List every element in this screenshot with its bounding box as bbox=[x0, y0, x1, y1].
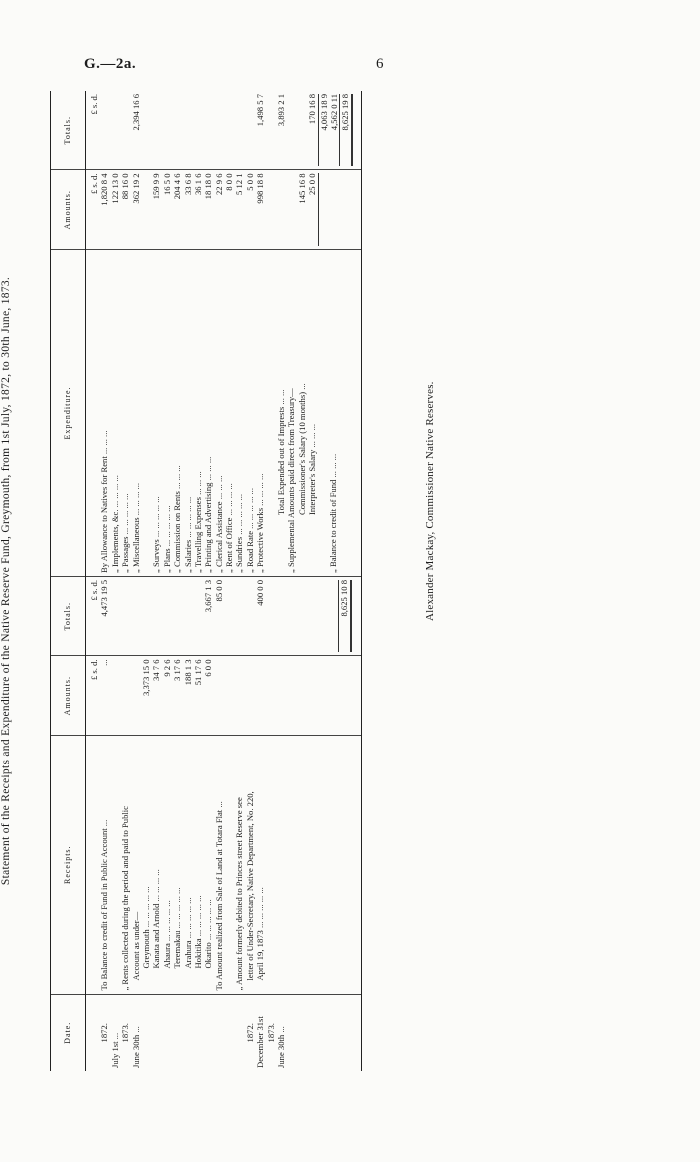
receipt-total: 400 0 0 bbox=[255, 579, 266, 606]
expenditure-line: „ Road Rate ... ... ... ... ... bbox=[244, 488, 255, 573]
page-number: 6 bbox=[376, 56, 384, 72]
receipt-line: Greymouth ... ... ... ... ... bbox=[140, 886, 151, 969]
expenditure-amount: 122 13 0 bbox=[109, 173, 120, 204]
expenditure-total bbox=[120, 94, 130, 167]
expenditure-total bbox=[266, 94, 276, 167]
expenditure-line: „ Sundries ... ... ... ... ... bbox=[234, 493, 245, 573]
date-entry bbox=[162, 998, 172, 1068]
expenditure-line bbox=[266, 253, 276, 573]
expenditure-amount: 998 18 8 bbox=[255, 173, 266, 204]
expenditure-amount: 22 9 6 bbox=[213, 173, 224, 195]
date-entry: 1873. bbox=[120, 1023, 131, 1043]
signature: Alexander Mackay, Commissioner Native Reserves. bbox=[424, 381, 436, 621]
expenditure-line: „ Salaries ... ... ... ... ... bbox=[182, 496, 193, 573]
expenditure-total bbox=[214, 94, 224, 167]
receipt-total bbox=[131, 580, 141, 652]
expenditure-total bbox=[224, 94, 234, 167]
expenditure-line: „ Miscellaneous ... ... ... ... bbox=[130, 483, 141, 573]
expenditure-total: 2,394 16 6 bbox=[130, 94, 141, 131]
receipt-total bbox=[193, 580, 203, 652]
receipt-amount bbox=[110, 659, 120, 731]
receipt-amount: 6 0 0 bbox=[203, 659, 214, 677]
expenditure-line bbox=[141, 253, 151, 573]
receipts-cell bbox=[86, 735, 355, 994]
expenditure-total: 170 16 8 bbox=[307, 94, 318, 125]
expenditure-grand-total: 8,625 19 8 bbox=[339, 94, 352, 167]
expenditure-line: „ Travelling Expenses ... ... ... bbox=[192, 471, 203, 573]
receipt-amounts-cell bbox=[86, 656, 355, 735]
table-body-row bbox=[86, 91, 355, 1071]
expenditure-line: „ Protective Works ... ... ... ... bbox=[255, 473, 266, 573]
expenditure-line: „ Clerical Assistance ... ... ... bbox=[213, 475, 224, 573]
currency-label: £ s. d. bbox=[89, 94, 99, 115]
receipt-total bbox=[162, 580, 172, 652]
expenditure-total bbox=[286, 94, 296, 167]
expenditure-amount: 5 12 1 bbox=[234, 173, 245, 195]
receipt-total bbox=[224, 580, 234, 652]
date-entry: June 30th ... bbox=[130, 1026, 141, 1068]
expenditure-amount: 1,820 8 4 bbox=[99, 173, 110, 206]
expenditure-total: 3,893 2 1 bbox=[276, 94, 287, 127]
expenditure-line bbox=[318, 253, 328, 573]
receipt-total bbox=[234, 580, 244, 652]
expenditure-total bbox=[203, 94, 213, 167]
expenditure-total bbox=[245, 94, 255, 167]
receipt-amount: 3,373 15 0 bbox=[140, 659, 151, 696]
expenditure-amount: 16 5 0 bbox=[161, 173, 172, 195]
receipt-line: „ Rents collected during the period and paid to Public bbox=[120, 806, 131, 991]
receipt-line bbox=[110, 739, 120, 991]
table-header-row bbox=[51, 91, 86, 1071]
receipt-line: Arahura ... ... ... ... ... bbox=[182, 897, 193, 969]
date-entry: July 1st ... bbox=[109, 1032, 120, 1068]
currency-label: £ s. d. bbox=[89, 659, 99, 681]
currency-label: £ s. d. bbox=[89, 579, 99, 601]
receipt-line: Teremakau ... ... ... ... ... bbox=[172, 887, 183, 969]
expenditure-line: „ Supplemental Amounts paid direct from Treasury— bbox=[286, 388, 297, 573]
expenditure-amount: 25 0 0 bbox=[307, 173, 318, 195]
expenditure-total: 1,498 5 7 bbox=[255, 94, 266, 127]
receipt-line bbox=[224, 739, 234, 991]
receipt-line: Kanata and Arnold ... ... ... ... bbox=[151, 869, 162, 969]
expenditure-amounts-cell bbox=[86, 170, 355, 249]
receipt-amount: 34 7 6 bbox=[151, 659, 162, 681]
expenditure-amount bbox=[266, 174, 276, 246]
receipt-line: „ Amount formerly debited to Princes street Reserve see bbox=[234, 797, 245, 991]
expenditure-total bbox=[151, 94, 161, 167]
receipt-amount bbox=[234, 659, 244, 731]
expenditure-total bbox=[99, 94, 109, 167]
date-entry bbox=[203, 998, 213, 1068]
col-expenditure-header: Expenditure. bbox=[51, 249, 86, 576]
expenditure-amount: 204 4 6 bbox=[172, 173, 183, 200]
receipt-line: Ahaura ... ... ... ... ... bbox=[161, 900, 172, 969]
expenditure-amount: 5 0 0 bbox=[244, 173, 255, 191]
expenditure-line: By Allowance to Natives for Rent ... ... ... bbox=[99, 430, 110, 573]
expenditure-total: 4,562 0 11 bbox=[328, 94, 339, 131]
date-entry bbox=[193, 998, 203, 1068]
expenditure-amount bbox=[276, 174, 286, 246]
expenditure-amount: 88 16 0 bbox=[120, 173, 131, 200]
expenditure-line: „ Rent of Office ... ... ... ... bbox=[224, 483, 235, 573]
rotated-statement bbox=[0, 81, 480, 1081]
expenditure-amount bbox=[286, 174, 296, 246]
col-receipts-header: Receipts. bbox=[51, 735, 86, 994]
receipt-amount bbox=[245, 659, 255, 731]
receipt-amount bbox=[224, 659, 234, 731]
date-entry: 1872. bbox=[99, 1023, 110, 1043]
table-bottom-rule bbox=[355, 91, 362, 1071]
receipt-amount: 9 2 6 bbox=[161, 659, 172, 677]
receipt-total: 4,473 19 5 bbox=[99, 579, 110, 617]
receipt-line: To Balance to credit of Fund in Public Account ... bbox=[99, 819, 110, 991]
receipt-amount bbox=[131, 659, 141, 731]
date-entry: June 30th ... bbox=[276, 1026, 287, 1068]
date-entry bbox=[183, 998, 193, 1068]
expenditure-amount: 8 0 0 bbox=[224, 173, 235, 191]
expenditure-line: „ Passages ... ... ... ... ... bbox=[120, 493, 131, 573]
col-expenditure-totals-header: Totals. bbox=[51, 91, 86, 170]
receipt-totals-cell bbox=[86, 576, 355, 655]
receipt-line: Okarito ... ... ... ... ... bbox=[203, 899, 214, 969]
expenditure-amount: 362 19 2 bbox=[130, 173, 141, 204]
date-cell bbox=[86, 994, 355, 1071]
expenditure-total bbox=[183, 94, 193, 167]
expenditure-amount bbox=[329, 174, 339, 246]
expenditure-total bbox=[297, 94, 307, 167]
receipt-total bbox=[183, 580, 193, 652]
receipt-total: 3,667 1 3 bbox=[203, 579, 214, 613]
expenditure-total bbox=[234, 94, 244, 167]
expenditure-line: Total Expended out of Imprests ... ... bbox=[276, 389, 287, 515]
receipt-line: Account as under— bbox=[130, 911, 141, 981]
expenditure-cell bbox=[86, 249, 355, 576]
date-entry bbox=[234, 998, 244, 1068]
statement-table bbox=[50, 91, 362, 1071]
receipt-total bbox=[151, 580, 161, 652]
receipt-line: April 19, 1873 ... ... ... ... ... bbox=[255, 887, 266, 981]
receipt-total bbox=[172, 580, 182, 652]
expenditure-total bbox=[193, 94, 203, 167]
receipt-amount bbox=[214, 659, 224, 731]
col-date-header: Date. bbox=[51, 994, 86, 1071]
date-entry bbox=[172, 998, 182, 1068]
expenditure-line: „ Commission on Rents ... ... ... bbox=[172, 465, 183, 573]
expenditure-amount: 33 6 8 bbox=[182, 173, 193, 195]
col-expenditure-amounts-header: Amounts. bbox=[51, 170, 86, 249]
expenditure-line: „ Balance to credit of Fund ... ... ... bbox=[327, 453, 338, 573]
receipt-amount: 188 1 3 bbox=[182, 659, 193, 686]
expenditure-total bbox=[141, 94, 151, 167]
expenditure-line: Commissioner's Salary (10 months) ... bbox=[296, 383, 307, 515]
receipt-amount: 51 17 6 bbox=[192, 659, 203, 686]
receipt-amount bbox=[120, 659, 130, 731]
date-entry bbox=[151, 998, 161, 1068]
expenditure-amount: 18 18 0 bbox=[203, 173, 214, 200]
receipt-amount bbox=[255, 659, 265, 731]
date-entry bbox=[214, 998, 224, 1068]
expenditure-total bbox=[110, 94, 120, 167]
expenditure-total bbox=[172, 94, 182, 167]
statement-title: Statement of the Receipts and Expenditure of the Native Reserve Fund, Greymouth, from 1st July, 1872, to 30th June, 1873. bbox=[0, 276, 12, 886]
date-entry: December 31st bbox=[255, 1016, 266, 1068]
receipt-total: 85 0 0 bbox=[213, 579, 224, 602]
expenditure-line: Interpreter's Salary ... ... ... bbox=[307, 423, 318, 515]
receipt-amount: 3 17 6 bbox=[172, 659, 183, 681]
date-entry bbox=[224, 998, 234, 1068]
col-receipt-totals-header: Totals. bbox=[51, 576, 86, 655]
expenditure-amount: 145 16 8 bbox=[296, 173, 307, 204]
date-entry bbox=[141, 998, 151, 1068]
date-entry: 1873. bbox=[265, 1023, 276, 1043]
expenditure-total: 4,063 18 9 bbox=[318, 94, 329, 167]
col-receipt-amounts-header: Amounts. bbox=[51, 656, 86, 735]
expenditure-totals-cell bbox=[86, 91, 355, 170]
receipt-line: Hokitika ... ... ... ... ... bbox=[192, 895, 203, 969]
expenditure-line: „ Surveys ... ... ... ... ... bbox=[151, 496, 162, 573]
expenditure-total bbox=[162, 94, 172, 167]
expenditure-line: „ Implements, &c. ... ... ... ... bbox=[109, 475, 120, 573]
receipt-total bbox=[141, 580, 151, 652]
expenditure-line: „ Printing and Advertising ... ... ... bbox=[203, 456, 214, 573]
expenditure-amount bbox=[318, 174, 329, 246]
receipt-total bbox=[245, 580, 255, 652]
receipt-total bbox=[120, 580, 130, 652]
expenditure-amount bbox=[141, 174, 151, 246]
receipt-line: letter of Under-Secretary, Native Department, No. 220, bbox=[244, 791, 255, 981]
date-entry: 1872. bbox=[244, 1023, 255, 1043]
expenditure-amount: 36 1 6 bbox=[192, 173, 203, 195]
receipt-amount: ... bbox=[99, 659, 110, 666]
receipts-grand-total: 8,625 10 8 bbox=[338, 580, 351, 652]
receipt-total bbox=[110, 580, 120, 652]
document-reference: G.—2a. bbox=[84, 56, 137, 72]
currency-label: £ s. d. bbox=[89, 173, 99, 195]
expenditure-line: „ Plans ... ... ... ... ... bbox=[161, 505, 172, 573]
receipt-line: To Amount realized from Sale of Land at Totara Flat ... bbox=[213, 801, 224, 991]
expenditure-amount: 159 9 9 bbox=[151, 173, 162, 200]
